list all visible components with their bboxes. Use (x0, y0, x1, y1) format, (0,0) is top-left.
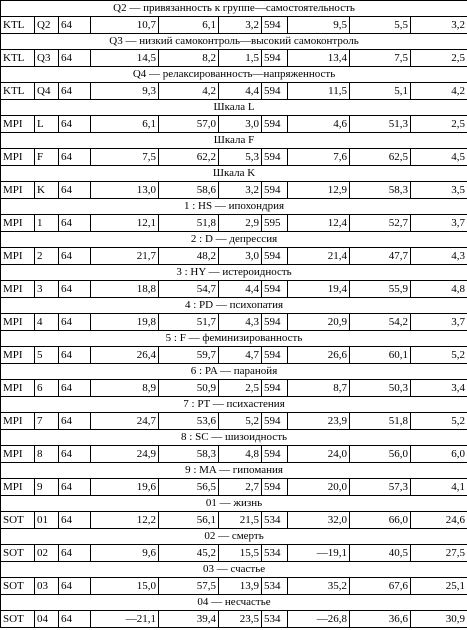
t-score-2-cell: 5,1 (350, 83, 411, 100)
label-cell: 04 (35, 611, 59, 628)
scale-cell: SOT (1, 545, 35, 562)
section-header: Шкала F (1, 133, 467, 149)
label-cell: 2 (35, 248, 59, 265)
section-header-row (1, 232, 467, 248)
sd-1-cell: 3,2 (219, 182, 262, 199)
label-cell: 7 (35, 413, 59, 430)
sd-2-cell: 5,2 (411, 347, 467, 364)
section-header: Q4 — релаксированность—напряженность (1, 67, 467, 83)
section-header-row (1, 100, 467, 116)
section-header: 01 — жизнь (1, 496, 467, 512)
section-header-row (1, 34, 467, 50)
label-cell: Q3 (35, 50, 59, 67)
scale-cell: KTL (1, 50, 35, 67)
raw-mean-1-cell: 8,9 (91, 380, 159, 397)
sd-2-cell: 30,9 (411, 611, 467, 628)
section-header-row (1, 1, 467, 17)
sd-1-cell: 2,9 (219, 215, 262, 232)
scale-cell: MPI (1, 446, 35, 463)
scale-cell: SOT (1, 512, 35, 529)
raw-mean-2-cell: 20,9 (288, 314, 350, 331)
sd-2-cell: 2,5 (411, 116, 467, 133)
t-score-1-cell: 53,6 (159, 413, 219, 430)
table-row (1, 512, 467, 529)
t-score-1-cell: 50,9 (159, 380, 219, 397)
raw-mean-2-cell: 19,4 (288, 281, 350, 298)
raw-mean-2-cell: 12,4 (288, 215, 350, 232)
raw-mean-2-cell: 7,6 (288, 149, 350, 166)
raw-mean-1-cell: 15,0 (91, 578, 159, 595)
sd-2-cell: 3,5 (411, 182, 467, 199)
t-score-2-cell: 52,7 (350, 215, 411, 232)
t-score-2-cell: 47,7 (350, 248, 411, 265)
raw-mean-1-cell: —21,1 (91, 611, 159, 628)
scale-cell: MPI (1, 182, 35, 199)
t-score-2-cell: 5,5 (350, 17, 411, 34)
t-score-1-cell: 6,1 (159, 17, 219, 34)
sd-2-cell: 4,2 (411, 83, 467, 100)
sample-size-2-cell: 594 (262, 248, 288, 265)
label-cell: 9 (35, 479, 59, 496)
t-score-1-cell: 51,7 (159, 314, 219, 331)
raw-mean-2-cell: 23,9 (288, 413, 350, 430)
sample-size-1-cell: 64 (59, 248, 91, 265)
sample-size-1-cell: 64 (59, 215, 91, 232)
scale-cell: MPI (1, 149, 35, 166)
sample-size-1-cell: 64 (59, 545, 91, 562)
raw-mean-1-cell: 24,9 (91, 446, 159, 463)
sd-2-cell: 5,2 (411, 413, 467, 430)
section-header: 02 — смерть (1, 529, 467, 545)
section-header-row (1, 397, 467, 413)
raw-mean-1-cell: 6,1 (91, 116, 159, 133)
t-score-2-cell: 55,9 (350, 281, 411, 298)
raw-mean-1-cell: 9,3 (91, 83, 159, 100)
raw-mean-2-cell: 35,2 (288, 578, 350, 595)
sample-size-2-cell: 594 (262, 182, 288, 199)
t-score-2-cell: 58,3 (350, 182, 411, 199)
raw-mean-1-cell: 13,0 (91, 182, 159, 199)
sd-1-cell: 13,9 (219, 578, 262, 595)
sample-size-2-cell: 594 (262, 116, 288, 133)
sd-2-cell: 24,6 (411, 512, 467, 529)
section-header: 3 : HY — истероидность (1, 265, 467, 281)
sd-2-cell: 4,1 (411, 479, 467, 496)
sample-size-2-cell: 594 (262, 314, 288, 331)
sd-2-cell: 3,7 (411, 314, 467, 331)
sd-1-cell: 3,2 (219, 17, 262, 34)
table-row (1, 182, 467, 199)
table-row (1, 248, 467, 265)
section-header-row (1, 133, 467, 149)
section-header: 04 — несчастье (1, 595, 467, 611)
t-score-1-cell: 59,7 (159, 347, 219, 364)
sd-2-cell: 3,7 (411, 215, 467, 232)
scale-cell: MPI (1, 380, 35, 397)
raw-mean-2-cell: 4,6 (288, 116, 350, 133)
section-header: 03 — счастье (1, 562, 467, 578)
table-row (1, 116, 467, 133)
sample-size-1-cell: 64 (59, 83, 91, 100)
t-score-2-cell: 66,0 (350, 512, 411, 529)
scale-cell: MPI (1, 347, 35, 364)
raw-mean-2-cell: 20,0 (288, 479, 350, 496)
raw-mean-2-cell: 8,7 (288, 380, 350, 397)
sample-size-2-cell: 534 (262, 578, 288, 595)
sample-size-1-cell: 64 (59, 446, 91, 463)
t-score-1-cell: 54,7 (159, 281, 219, 298)
raw-mean-2-cell: 13,4 (288, 50, 350, 67)
sd-2-cell: 4,8 (411, 281, 467, 298)
t-score-1-cell: 51,8 (159, 215, 219, 232)
t-score-1-cell: 56,1 (159, 512, 219, 529)
raw-mean-1-cell: 19,8 (91, 314, 159, 331)
sample-size-1-cell: 64 (59, 611, 91, 628)
t-score-1-cell: 57,0 (159, 116, 219, 133)
sample-size-2-cell: 594 (262, 17, 288, 34)
raw-mean-2-cell: 21,4 (288, 248, 350, 265)
label-cell: 1 (35, 215, 59, 232)
section-header: 7 : PT — психастения (1, 397, 467, 413)
scale-cell: MPI (1, 116, 35, 133)
t-score-2-cell: 51,3 (350, 116, 411, 133)
sd-1-cell: 2,5 (219, 380, 262, 397)
t-score-2-cell: 57,3 (350, 479, 411, 496)
sd-1-cell: 1,5 (219, 50, 262, 67)
table-row (1, 50, 467, 67)
sample-size-1-cell: 64 (59, 50, 91, 67)
sample-size-1-cell: 64 (59, 347, 91, 364)
sd-1-cell: 2,7 (219, 479, 262, 496)
sd-1-cell: 4,4 (219, 83, 262, 100)
scale-cell: SOT (1, 611, 35, 628)
raw-mean-1-cell: 7,5 (91, 149, 159, 166)
scale-cell: MPI (1, 248, 35, 265)
table-row (1, 17, 467, 34)
table-row (1, 314, 467, 331)
t-score-1-cell: 4,2 (159, 83, 219, 100)
raw-mean-2-cell: 11,5 (288, 83, 350, 100)
scale-cell: MPI (1, 281, 35, 298)
scale-cell: MPI (1, 479, 35, 496)
sd-1-cell: 15,5 (219, 545, 262, 562)
label-cell: Q4 (35, 83, 59, 100)
sample-size-2-cell: 594 (262, 413, 288, 430)
t-score-2-cell: 50,3 (350, 380, 411, 397)
table-row (1, 611, 467, 628)
raw-mean-1-cell: 26,4 (91, 347, 159, 364)
sd-2-cell: 6,0 (411, 446, 467, 463)
t-score-2-cell: 54,2 (350, 314, 411, 331)
raw-mean-2-cell: —26,8 (288, 611, 350, 628)
section-header-row (1, 265, 467, 281)
section-header-row (1, 595, 467, 611)
sample-size-2-cell: 594 (262, 347, 288, 364)
sample-size-2-cell: 534 (262, 545, 288, 562)
scale-cell: MPI (1, 413, 35, 430)
t-score-2-cell: 7,5 (350, 50, 411, 67)
sample-size-2-cell: 594 (262, 380, 288, 397)
table-row (1, 578, 467, 595)
label-cell: F (35, 149, 59, 166)
sample-size-2-cell: 534 (262, 512, 288, 529)
sample-size-1-cell: 64 (59, 380, 91, 397)
t-score-1-cell: 39,4 (159, 611, 219, 628)
sample-size-2-cell: 594 (262, 446, 288, 463)
sample-size-2-cell: 594 (262, 281, 288, 298)
raw-mean-2-cell: 9,5 (288, 17, 350, 34)
raw-mean-1-cell: 24,7 (91, 413, 159, 430)
raw-mean-2-cell: 24,0 (288, 446, 350, 463)
raw-mean-2-cell: 12,9 (288, 182, 350, 199)
t-score-1-cell: 62,2 (159, 149, 219, 166)
t-score-1-cell: 58,3 (159, 446, 219, 463)
section-header: 5 : F — феминизированность (1, 331, 467, 347)
label-cell: Q2 (35, 17, 59, 34)
t-score-1-cell: 57,5 (159, 578, 219, 595)
sample-size-2-cell: 594 (262, 149, 288, 166)
sd-2-cell: 3,2 (411, 17, 467, 34)
section-header-row (1, 430, 467, 446)
label-cell: 01 (35, 512, 59, 529)
sample-size-2-cell: 534 (262, 611, 288, 628)
table-row (1, 446, 467, 463)
sample-size-2-cell: 594 (262, 479, 288, 496)
table-row (1, 479, 467, 496)
raw-mean-1-cell: 14,5 (91, 50, 159, 67)
scale-cell: KTL (1, 17, 35, 34)
sample-size-1-cell: 64 (59, 116, 91, 133)
section-header: Q2 — привязанность к группе—самостоятельность (1, 1, 467, 17)
sample-size-2-cell: 595 (262, 215, 288, 232)
scale-cell: MPI (1, 215, 35, 232)
sd-2-cell: 25,1 (411, 578, 467, 595)
sd-2-cell: 2,5 (411, 50, 467, 67)
t-score-2-cell: 40,5 (350, 545, 411, 562)
section-header-row (1, 298, 467, 314)
raw-mean-2-cell: 26,6 (288, 347, 350, 364)
sd-1-cell: 3,0 (219, 116, 262, 133)
sd-2-cell: 4,3 (411, 248, 467, 265)
sd-1-cell: 5,3 (219, 149, 262, 166)
t-score-1-cell: 45,2 (159, 545, 219, 562)
t-score-1-cell: 8,2 (159, 50, 219, 67)
section-header-row (1, 529, 467, 545)
section-header-row (1, 496, 467, 512)
section-header: 9 : MA — гипомания (1, 463, 467, 479)
section-header-row (1, 166, 467, 182)
label-cell: 02 (35, 545, 59, 562)
section-header: Шкала L (1, 100, 467, 116)
sd-2-cell: 27,5 (411, 545, 467, 562)
label-cell: 6 (35, 380, 59, 397)
sd-2-cell: 3,4 (411, 380, 467, 397)
section-header: 4 : PD — психопатия (1, 298, 467, 314)
raw-mean-1-cell: 19,6 (91, 479, 159, 496)
section-header: 8 : SC — шизоидность (1, 430, 467, 446)
t-score-2-cell: 51,8 (350, 413, 411, 430)
sample-size-1-cell: 64 (59, 578, 91, 595)
sd-1-cell: 4,3 (219, 314, 262, 331)
sd-1-cell: 21,5 (219, 512, 262, 529)
label-cell: 3 (35, 281, 59, 298)
table-row (1, 83, 467, 100)
scale-cell: KTL (1, 83, 35, 100)
sample-size-1-cell: 64 (59, 182, 91, 199)
t-score-1-cell: 56,5 (159, 479, 219, 496)
t-score-2-cell: 56,0 (350, 446, 411, 463)
section-header: 1 : HS — ипохондрия (1, 199, 467, 215)
section-header-row (1, 562, 467, 578)
t-score-2-cell: 67,6 (350, 578, 411, 595)
section-header-row (1, 67, 467, 83)
raw-mean-2-cell: —19,1 (288, 545, 350, 562)
table-row (1, 380, 467, 397)
raw-mean-1-cell: 12,1 (91, 215, 159, 232)
sd-1-cell: 5,2 (219, 413, 262, 430)
table-row (1, 149, 467, 166)
t-score-2-cell: 36,6 (350, 611, 411, 628)
sd-1-cell: 23,5 (219, 611, 262, 628)
section-header: Q3 — низкий самоконтроль—высокий самоконтроль (1, 34, 467, 50)
table-row (1, 347, 467, 364)
sample-size-1-cell: 64 (59, 413, 91, 430)
sd-1-cell: 3,0 (219, 248, 262, 265)
raw-mean-2-cell: 32,0 (288, 512, 350, 529)
raw-mean-1-cell: 21,7 (91, 248, 159, 265)
sample-size-1-cell: 64 (59, 512, 91, 529)
section-header-row (1, 364, 467, 380)
section-header-row (1, 463, 467, 479)
sample-size-1-cell: 64 (59, 479, 91, 496)
t-score-2-cell: 62,5 (350, 149, 411, 166)
table-row (1, 413, 467, 430)
sd-1-cell: 4,7 (219, 347, 262, 364)
sample-size-1-cell: 64 (59, 314, 91, 331)
label-cell: 5 (35, 347, 59, 364)
t-score-1-cell: 58,6 (159, 182, 219, 199)
sample-size-1-cell: 64 (59, 17, 91, 34)
section-header: Шкала K (1, 166, 467, 182)
sd-1-cell: 4,8 (219, 446, 262, 463)
table-row (1, 281, 467, 298)
label-cell: 8 (35, 446, 59, 463)
label-cell: 03 (35, 578, 59, 595)
sample-size-1-cell: 64 (59, 149, 91, 166)
section-header-row (1, 199, 467, 215)
label-cell: L (35, 116, 59, 133)
table-body (1, 1, 467, 628)
label-cell: K (35, 182, 59, 199)
sample-size-2-cell: 594 (262, 50, 288, 67)
raw-mean-1-cell: 9,6 (91, 545, 159, 562)
raw-mean-1-cell: 10,7 (91, 17, 159, 34)
raw-mean-1-cell: 12,2 (91, 512, 159, 529)
raw-mean-1-cell: 18,8 (91, 281, 159, 298)
section-header-row (1, 331, 467, 347)
section-header: 2 : D — депрессия (1, 232, 467, 248)
scale-cell: SOT (1, 578, 35, 595)
sd-2-cell: 4,5 (411, 149, 467, 166)
table-row (1, 215, 467, 232)
sample-size-2-cell: 594 (262, 83, 288, 100)
label-cell: 4 (35, 314, 59, 331)
scale-cell: MPI (1, 314, 35, 331)
table-row (1, 545, 467, 562)
t-score-1-cell: 48,2 (159, 248, 219, 265)
sd-1-cell: 4,4 (219, 281, 262, 298)
t-score-2-cell: 60,1 (350, 347, 411, 364)
section-header: 6 : PA — паранойя (1, 364, 467, 380)
sample-size-1-cell: 64 (59, 281, 91, 298)
